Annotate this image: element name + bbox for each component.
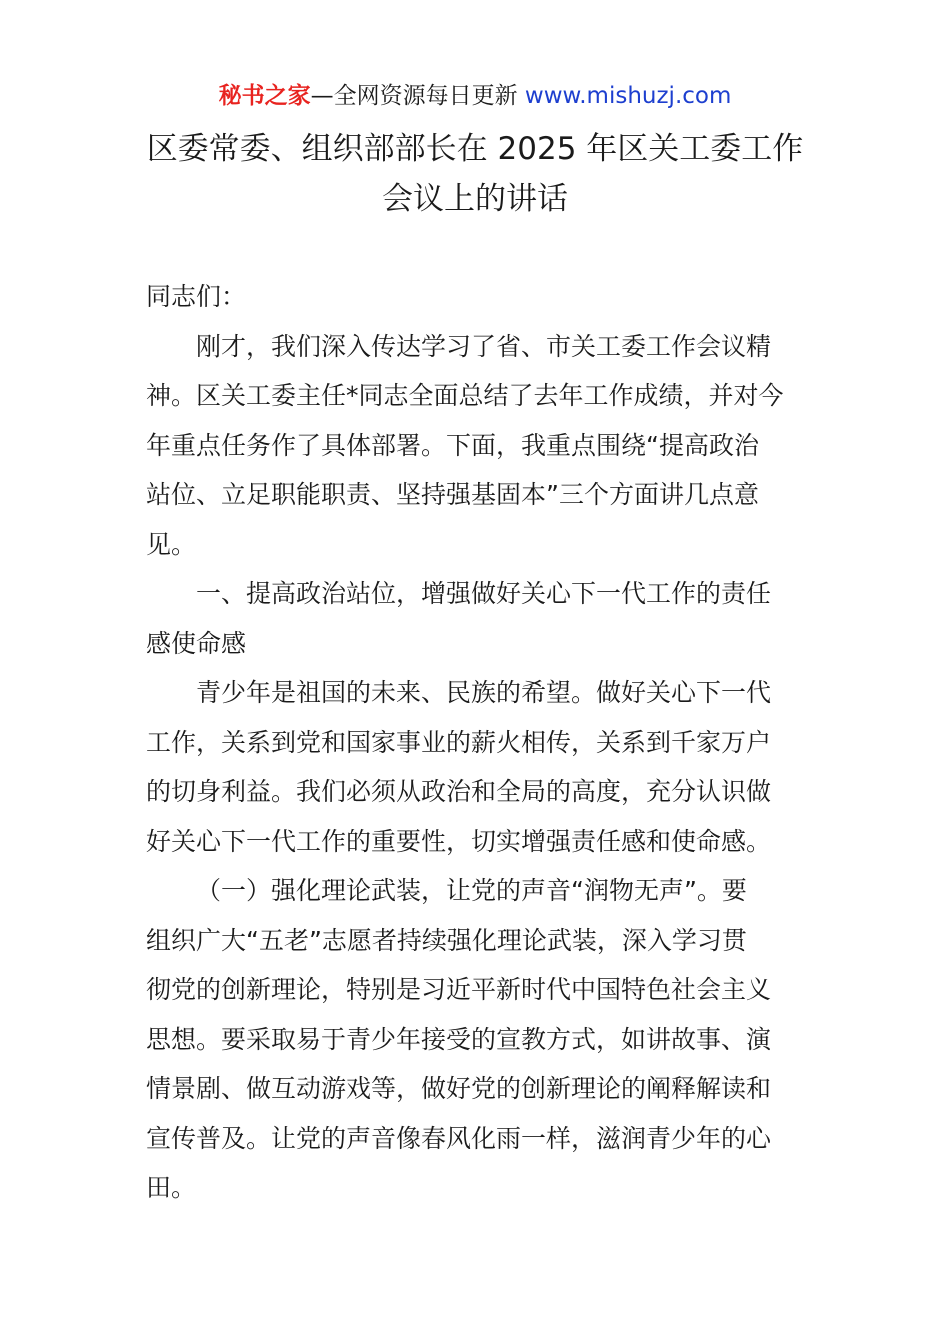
paragraph-line: 好关心下一代工作的重要性，切实增强责任感和使命感。 [146,826,772,856]
paragraph-theory [146,866,806,1213]
paragraph-line: 情景剧、做互动游戏等，做好党的创新理论的阐释解读和 [146,1074,772,1103]
paragraph-line: （一）强化理论武装，让党的声音“润物无声”。要 [196,876,747,905]
salutation-text: 同志们： [146,282,247,311]
site-banner [0,80,950,112]
banner-url-link[interactable]: www.mishuzj.com [524,83,732,109]
paragraph-line: 工作，关系到党和国家事业的薪火相传，关系到千家万户 [146,727,772,757]
document-body [146,272,806,1213]
salutation [146,272,806,322]
paragraph-line: 青少年是祖国的未来、民族的希望。做好关心下一代 [196,678,772,707]
paragraph-line: 年重点任务作了具体部署。下面，我重点围绕“提高政治 [146,430,759,460]
banner-brand: 秘书之家 [218,83,311,109]
paragraph-line: 思想。要采取易于青少年接受的宣教方式，如讲故事、演 [146,1024,772,1054]
paragraph-line: 彻党的创新理论，特别是习近平新时代中国特色社会主义 [146,975,772,1004]
paragraph-intro [146,322,806,570]
paragraph-line: 刚才，我们深入传达学习了省、市关工委工作会议精 [196,331,772,361]
title-line: 会议上的讲话 [382,181,568,217]
paragraph-line: 见。 [146,529,197,559]
paragraph-line: 站位、立足职能职责、坚持强基固本”三个方面讲几点意 [146,480,759,509]
title-line: 区委常委、组织部部长在 2025 年区关工委工作 [146,131,804,167]
paragraph-line: 田。 [146,1173,197,1202]
heading-line: 感使命感 [146,628,247,658]
paragraph-line: 宣传普及。让党的声音像春风化雨一样，滋润青少年的心 [146,1123,772,1153]
paragraph-line: 组织广大“五老”志愿者持续强化理论武装，深入学习贯 [146,925,747,955]
banner-tagline: —全网资源每日更新 [310,83,525,109]
heading-line: 一、提高政治站位，增强做好关心下一代工作的责任 [196,579,772,608]
section-heading-1 [146,569,806,668]
document-title [120,124,830,224]
paragraph-line: 的切身利益。我们必须从政治和全局的高度，充分认识做 [146,777,772,806]
paragraph-line: 神。区关工委主任*同志全面总结了去年工作成绩，并对今 [146,381,784,410]
paragraph-youth [146,668,806,866]
